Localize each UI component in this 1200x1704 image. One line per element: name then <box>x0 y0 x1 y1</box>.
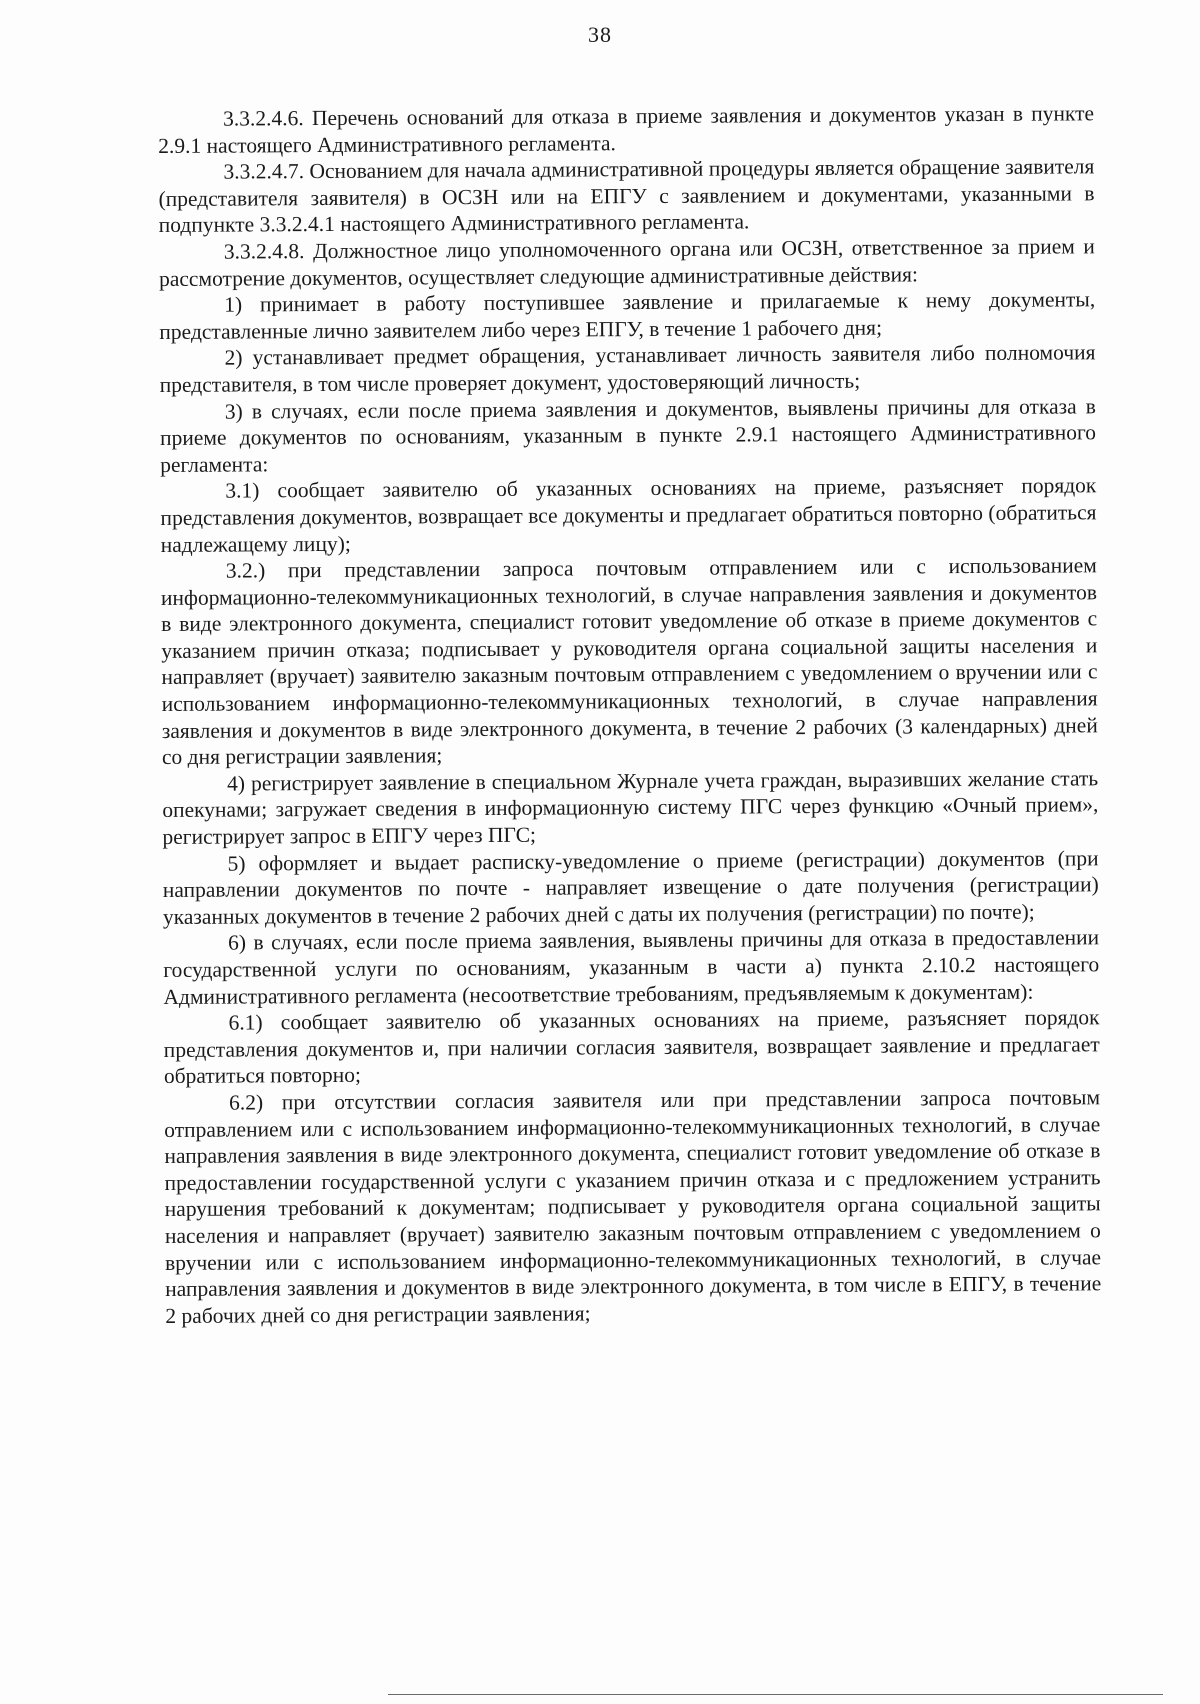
list-item-4: 4) регистрирует заявление в специальном Журнале учета граждан, выразивших желание стать опекунами; загружает сведения в информационную систему ПГС через функцию «Очный прием», регистрирует запрос в ЕПГУ через ПГС; <box>162 766 1099 850</box>
list-item-6: 6) в случаях, если после приема заявления, выявлены причины для отказа в предоставлении государственной услуги по основаниям, указанным в части а) пункта 2.10.2 настоящего Административного регламента (несоответствие требованиям, предъявляемым к документам): <box>163 925 1100 1009</box>
list-item-6-1: 6.1) сообщает заявителю об указанных основаниях на приеме, разъясняет порядок представления документов и, при наличии согласия заявителя, возвращает заявление и предлагает обратиться повторно; <box>163 1005 1100 1089</box>
list-item-5: 5) оформляет и выдает расписку-уведомление о приеме (регистрации) документов (при направлении документов по почте - направляет извещение о дате получения (регистрации) указанных документов в течение 2 рабочих дней с даты их получения (регистрации) по почте); <box>162 845 1099 929</box>
paragraph-3-3-2-4-7: 3.3.2.4.7. Основанием для начала административной процедуры является обращение заявителя (представителя заявителя) в ОСЗН или на ЕПГУ с заявлением и документами, указанными в подпункте 3.3.2.4.1 настоящего Административного регламента. <box>158 154 1095 238</box>
list-item-3-2: 3.2.) при представлении запроса почтовым отправлением или с использованием информационно-телекоммуникационных технологий, в случае направления заявления и документов в виде электронного документа, специалист готовит уведомление об отказе в приеме документов с указанием причин отказа; подписывает у руководителя органа социальной защиты населения и направляет (вручает) заявителю заказным почтовым отправлением с уведомлением о вручении или с использованием информационно-телекоммуникационных технологий, в случае направления заявления и документов в виде электронного документа, в течение 2 рабочих (3 календарных) дней со дня регистрации заявления; <box>160 553 1098 770</box>
footer-divider <box>388 1694 1163 1695</box>
paragraph-3-3-2-4-6: 3.3.2.4.6. Перечень оснований для отказа в приеме заявления и документов указан в пункте 2.9.1 настоящего Административного регламента. <box>158 101 1095 158</box>
list-item-1: 1) принимает в работу поступившее заявление и прилагаемые к нему документы, представленные лично заявителем либо через ЕПГУ, в течение 1 рабочего дня; <box>159 287 1096 344</box>
list-item-6-2: 6.2) при отсутствии согласия заявителя или при представлении запроса почтовым отправлением или с использованием информационно-телекоммуникационных технологий, в случае направления заявления в виде электронного документа, специалист готовит уведомление об отказе в предоставлении государственной услуги с указанием причин отказа и с предложением устранить нарушения требований к документам; подписывает у руководителя органа социальной защиты населения и направляет (вручает) заявителю заказным почтовым отправлением с уведомлением о вручении или с использованием информационно-телекоммуникационных технологий, в случае направления заявления и документов в виде электронного документа, в том числе в ЕПГУ, в течение 2 рабочих дней со дня регистрации заявления; <box>164 1085 1102 1328</box>
list-item-2: 2) устанавливает предмет обращения, устанавливает личность заявителя либо полномочия представителя, в том числе проверяет документ, удостоверяющий личность; <box>159 340 1096 397</box>
list-item-3: 3) в случаях, если после приема заявления и документов, выявлены причины для отказа в приеме документов по основаниям, указанным в пункте 2.9.1 настоящего Административного регламента: <box>159 393 1097 477</box>
list-item-3-1: 3.1) сообщает заявителю об указанных основаниях на приеме, разъясняет порядок представления документов, возвращает все документы и предлагает обратиться повторно (обратиться надлежащему лицу); <box>160 473 1097 557</box>
page-number: 38 <box>588 22 612 47</box>
document-body <box>158 100 1101 1329</box>
paragraph-3-3-2-4-8: 3.3.2.4.8. Должностное лицо уполномоченного органа или ОСЗН, ответственное за прием и рассмотрение документов, осуществляет следующие административные действия: <box>158 234 1095 291</box>
